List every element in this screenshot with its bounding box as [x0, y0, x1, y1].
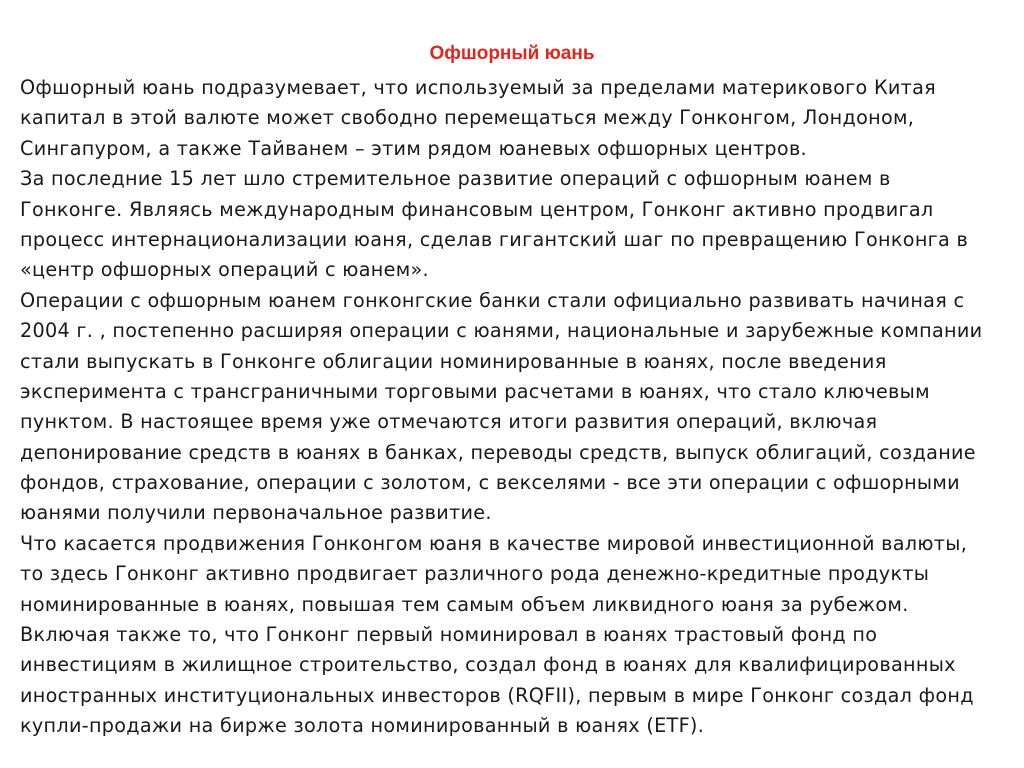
body-line: Сингапуром, а также Тайванем – этим рядом юаневых офшорных центров. [20, 136, 807, 160]
body-line: номинированные в юанях, повышая тем самым объем ликвидного юаня за рубежом. [20, 592, 909, 616]
body-line: иностранных институциональных инвесторов (RQFII), первым в мире Гонконг создал фонд [20, 683, 974, 707]
body-line: Что касается продвижения Гонконгом юаня в качестве мировой инвестиционной валюты, [20, 531, 968, 555]
body-line: эксперимента с трансграничными торговыми расчетами в юанях, что стало ключевым [20, 379, 930, 403]
body-line: пунктом. В настоящее время уже отмечаются итоги развития операций, включая [20, 410, 878, 434]
body-line: то здесь Гонконг активно продвигает различного рода денежно-кредитные продукты [20, 562, 930, 586]
slide-title: Офшорный юань [429, 43, 595, 64]
body-line: инвестициям в жилищное строительство, создал фонд в юанях для квалифицированных [20, 653, 956, 677]
body-line: депонирование средств в юанях в банках, переводы средств, выпуск облигаций, создание [20, 440, 976, 464]
body-line: Включая также то, что Гонконг первый номинировал в юанях трастовый фонд по [20, 623, 878, 647]
body-line: 2004 г. , постепенно расширяя операции с юанями, национальные и зарубежные компании [20, 319, 983, 343]
slide-body [20, 73, 1020, 742]
body-line: «центр офшорных операций с юанем». [20, 258, 429, 282]
body-line: Гонконге. Являясь международным финансовым центром, Гонконг активно продвигал [20, 197, 934, 221]
body-line: процесс интернационализации юаня, сделав гигантский шаг по превращению Гонконга в [20, 227, 969, 251]
body-line: купли-продажи на бирже золота номинированный в юанях (ETF). [20, 714, 705, 738]
body-line: фондов, страхование, операции с золотом, с векселями - все эти операции с офшорными [20, 471, 960, 495]
body-line: юанями получили первоначальное развитие. [20, 501, 492, 525]
body-line: Операции с офшорным юанем гонконгские банки стали официально развивать начиная с [20, 288, 965, 312]
body-line: капитал в этой валюте может свободно перемещаться между Гонконгом, Лондоном, [20, 106, 915, 130]
body-line: стали выпускать в Гонконге облигации номинированные в юанях, после введения [20, 349, 887, 373]
body-line: Офшорный юань подразумевает, что используемый за пределами материкового Китая [20, 76, 937, 99]
body-line: За последние 15 лет шло стремительное развитие операций с офшорным юанем в [20, 167, 891, 191]
